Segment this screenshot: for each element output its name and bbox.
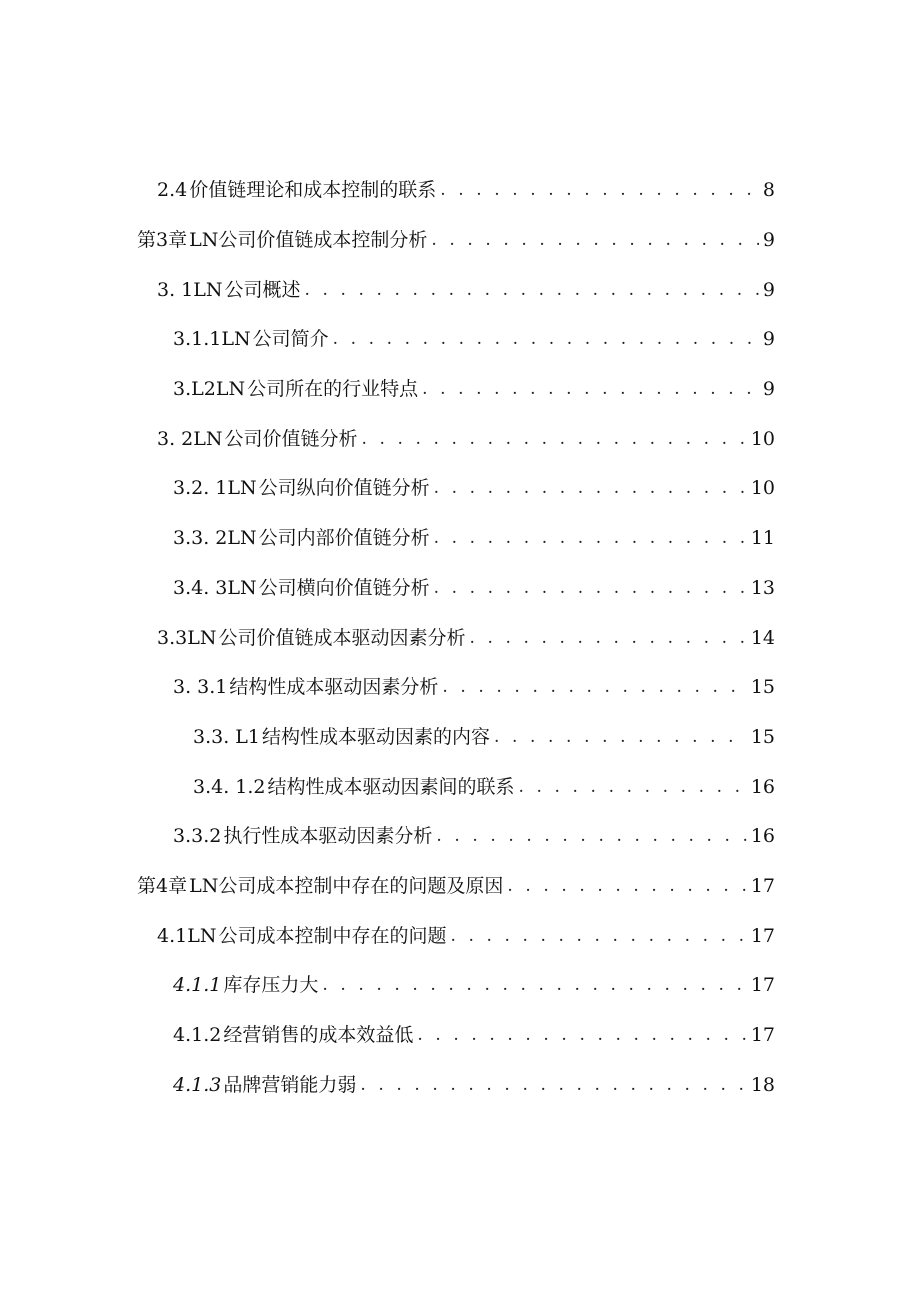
toc-entry-title: [173, 380, 418, 399]
toc-entry-text: LN公司价值链成本控制分析: [189, 229, 428, 252]
toc-entry-number: 3.3. 2LN: [173, 527, 257, 550]
toc-entry[interactable]: [0, 613, 920, 663]
toc-entry-number: 3.3.2: [173, 825, 222, 848]
toc-entry-title: [173, 529, 430, 548]
toc-entry-text: 公司纵向价值链分析: [258, 477, 430, 500]
toc-entry-number: 3. 2LN: [157, 427, 223, 450]
table-of-contents: [0, 166, 920, 1110]
dot-leader: [431, 232, 759, 249]
toc-entry[interactable]: [0, 713, 920, 763]
toc-entry-title: [157, 278, 301, 301]
toc-entry[interactable]: [0, 365, 920, 415]
toc-entry-number: 3.2. 1LN: [173, 477, 257, 500]
toc-entry-page: 8: [762, 179, 775, 202]
toc-entry-text: 经营销售的成本效益低: [223, 1024, 414, 1047]
toc-entry-text: 公司概述: [224, 278, 301, 301]
toc-entry-text: 公司价值链分析: [224, 427, 358, 450]
toc-entry-text: LN公司成本控制中存在的问题及原因: [189, 874, 504, 897]
dot-leader: [507, 878, 746, 895]
dot-leader: [440, 182, 759, 199]
dot-leader: [469, 630, 746, 647]
toc-entry-title: [173, 976, 318, 995]
toc-entry-title: [173, 1073, 357, 1096]
toc-entry-text: 公司内部价值链分析: [258, 527, 430, 550]
toc-entry-page: 16: [750, 775, 775, 798]
toc-entry-page: 14: [750, 626, 775, 649]
toc-entry[interactable]: [0, 1060, 920, 1110]
toc-entry-page: 11: [750, 527, 775, 550]
toc-entry-number: 4.1LN: [157, 924, 217, 947]
toc-entry-title: [173, 1026, 413, 1045]
toc-entry[interactable]: [0, 414, 920, 464]
toc-entry-title: [193, 775, 515, 798]
toc-entry-page: 16: [750, 825, 775, 848]
toc-entry-title: [173, 678, 438, 697]
dot-leader: [434, 580, 747, 597]
toc-entry-text: 结构性成本驱动因素分析: [229, 676, 439, 699]
toc-entry-title: [137, 874, 504, 897]
toc-entry-text: 品牌营销能力弱: [223, 1073, 357, 1096]
toc-entry-page: 9: [762, 278, 775, 301]
dot-leader: [519, 779, 747, 796]
dot-leader: [360, 1077, 746, 1094]
toc-entry-page: 15: [750, 676, 775, 699]
toc-entry[interactable]: [0, 166, 920, 216]
toc-entry-page: 17: [750, 924, 775, 947]
dot-leader: [322, 977, 746, 994]
toc-entry-title: [173, 479, 430, 498]
toc-entry[interactable]: [0, 216, 920, 266]
toc-entry-title: [157, 181, 436, 200]
dot-leader: [450, 928, 746, 945]
toc-entry-text: 公司所在的行业特点: [247, 378, 419, 401]
toc-entry[interactable]: [0, 1011, 920, 1061]
toc-entry-page: 10: [750, 477, 775, 500]
toc-entry-number: 3.4. 3LN: [173, 576, 257, 599]
toc-entry[interactable]: [0, 265, 920, 315]
toc-entry[interactable]: [0, 961, 920, 1011]
toc-entry-number: 2.4: [157, 179, 188, 202]
toc-entry[interactable]: [0, 663, 920, 713]
toc-entry[interactable]: [0, 862, 920, 912]
toc-entry-text: 公司价值链成本驱动因素分析: [218, 626, 466, 649]
dot-leader: [436, 828, 746, 845]
dot-leader: [305, 282, 759, 299]
dot-leader: [362, 431, 747, 448]
toc-entry-text: 结构性成本驱动因素的内容: [262, 725, 491, 748]
toc-entry-number: 3. 3.1: [173, 676, 228, 699]
toc-entry-page: 17: [750, 874, 775, 897]
toc-entry-number: 3.3LN: [157, 626, 217, 649]
toc-entry-text: 结构性成本驱动因素间的联系: [267, 775, 515, 798]
toc-entry-text: 公司成本控制中存在的问题: [218, 924, 447, 947]
toc-entry-number: 3.L2LN: [173, 378, 246, 401]
dot-leader: [494, 729, 747, 746]
toc-entry-number: 3. 1LN: [157, 278, 223, 301]
toc-entry-title: [157, 924, 447, 947]
toc-entry-title: [193, 725, 491, 748]
toc-entry-page: 9: [762, 328, 775, 351]
toc-entry-number: 3.4. 1.2: [193, 775, 266, 798]
toc-entry[interactable]: [0, 762, 920, 812]
toc-entry-number: 第4章: [137, 874, 188, 897]
toc-entry-page: 17: [750, 1024, 775, 1047]
toc-entry-text: 执行性成本驱动因素分析: [223, 825, 433, 848]
toc-entry-page: 10: [750, 427, 775, 450]
dot-leader: [442, 679, 746, 696]
toc-entry[interactable]: [0, 911, 920, 961]
toc-entry[interactable]: [0, 315, 920, 365]
toc-entry-page: 9: [762, 378, 775, 401]
toc-entry-title: [157, 626, 466, 649]
toc-entry-text: 公司横向价值链分析: [258, 576, 430, 599]
toc-entry-number: 3.3. L1: [193, 725, 261, 748]
dot-leader: [434, 480, 747, 497]
dot-leader: [422, 381, 759, 398]
toc-entry-number: 3.1.1LN: [173, 328, 251, 351]
dot-leader: [434, 530, 747, 547]
dot-leader: [333, 331, 759, 348]
toc-entry-title: [173, 576, 430, 599]
toc-entry-number: 第3章: [137, 229, 188, 252]
toc-entry[interactable]: [0, 464, 920, 514]
toc-entry-title: [173, 827, 432, 846]
toc-entry-page: 15: [750, 725, 775, 748]
toc-entry-page: 9: [762, 229, 775, 252]
toc-entry-page: 17: [750, 974, 775, 997]
toc-entry-page: 18: [750, 1073, 775, 1096]
toc-entry-text: 价值链理论和成本控制的联系: [189, 179, 437, 202]
toc-entry-number: 4.1.2: [173, 1024, 222, 1047]
dot-leader: [417, 1027, 746, 1044]
toc-entry[interactable]: [0, 812, 920, 862]
toc-entry[interactable]: [0, 564, 920, 614]
toc-entry-title: [157, 427, 358, 450]
toc-entry-title: [137, 231, 427, 250]
toc-entry[interactable]: [0, 514, 920, 564]
toc-entry-title: [173, 330, 329, 349]
toc-entry-text: 公司简介: [252, 328, 329, 351]
toc-entry-text: 库存压力大: [223, 974, 319, 997]
toc-entry-number: 4.1.1: [173, 974, 222, 997]
toc-entry-page: 13: [750, 576, 775, 599]
toc-entry-number: 4.1.3: [173, 1073, 222, 1096]
